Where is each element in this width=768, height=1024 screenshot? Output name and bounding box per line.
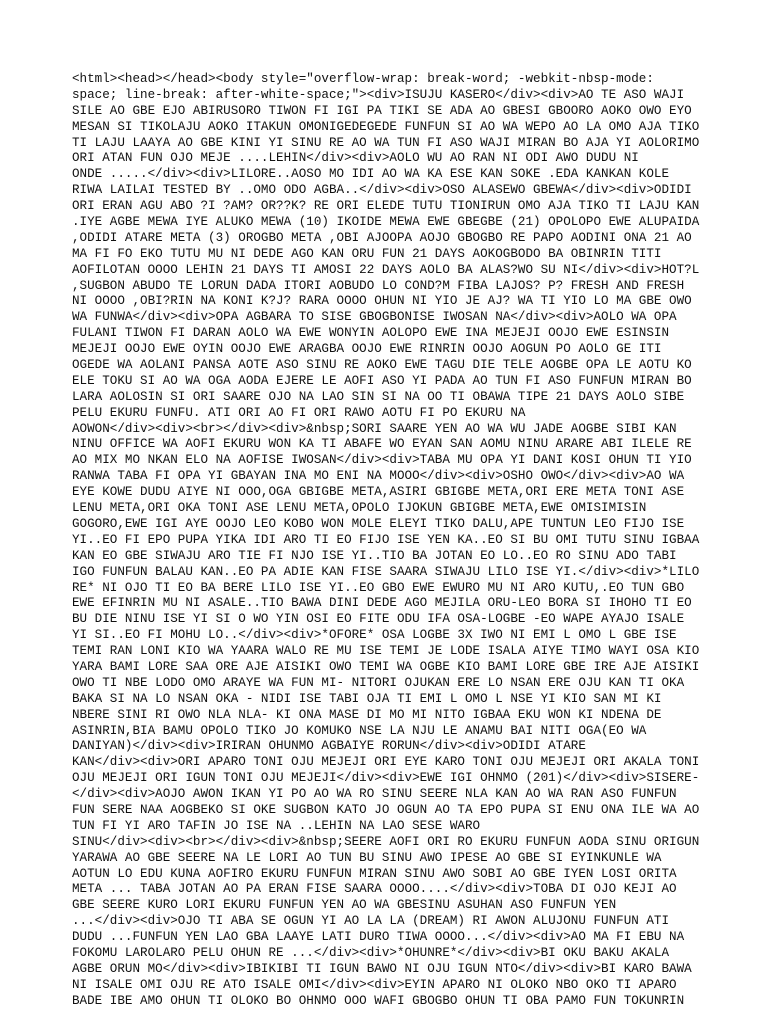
text-line: FULANI TIWON FI DARAN AOLO WA EWE WONYIN AOLOPO EWE INA MEJEJI OOJO EWE ESINSIN (72, 326, 670, 341)
text-line: RE* NI OJO TI EO BA BERE LILO ISE YI..EO GBO EWE EWURO MU NI ARO KUTU,.EO TUN GBO (72, 580, 685, 595)
text-line: FUN SERE NAA AOGBEKO SI OKE SUGBON KATO JO OGUN AO TA EPO PUPA SI ENU ONA ILE WA AO (72, 802, 700, 817)
text-line: RIWA LAILAI TESTED BY ..OMO ODO AGBA..</div><div>OSO ALASEWO GBEWA</div><div>ODIDI (72, 183, 692, 198)
text-line: LARA AOLOSIN SI ORI SAARE OJO NA LAO SIN SI NA OO TI OBAWA TIPE 21 DAYS AOLO SIBE (72, 389, 685, 404)
text-line: KAN EO GBE SIWAJU ARO TIE FI NJO ISE YI..TIO BA JOTAN EO LO..EO RO SINU ADO TABI (72, 548, 677, 563)
text-line: BAKA SI NA LO NSAN OKA - NIDI ISE TABI OJA TI EMI L OMO L NSE YI KIO SAN MI KI (72, 691, 662, 706)
text-line: PELU EKURU FUNFU. ATI ORI AO FI ORI RAWO AOTU FI PO EKURU NA (72, 405, 526, 420)
text-line: ...</div><div>OJO TI ABA SE OGUN YI AO LA LA (DREAM) RI AWON ALUJONU FUNFUN ATI (72, 914, 670, 929)
text-line: TUN FI YI ARO TAFIN JO ISE NA ..LEHIN NA LAO SESE WARO (72, 818, 481, 833)
text-line: AGBE ORUN MO</div><div>IBIKIBI TI IGUN BAWO NI OJU IGUN NTO</div><div>BI KARO BAWA (72, 961, 692, 976)
text-line: OGEDE WA AOLANI PANSA AOTE ASO SINU RE AOKO EWE TAGU DIE TELE AOGBE OPA LE AOTU KO (72, 358, 692, 373)
text-line: YARA BAMI LORE SAA ORE AJE AISIKI OWO TEMI WA OGBE KIO BAMI LORE GBE IRE AJE AISIKI (72, 659, 700, 674)
text-line: space; line-break: after-white-space;"><div>ISUJU KASERO</div><div>AO TE ASO WAJI (72, 87, 685, 102)
text-line: AOTUN LO EDU KUNA AOFIRO EKURU FUNFUN MIRAN SINU AWO SOBI AO GBE IYEN LOSI ORITA (72, 866, 677, 881)
text-line: ELE TOKU SI AO WA OGA AODA EJERE LE AOFI ASO YI PADA AO TUN FI ASO FUNFUN MIRAN BO (72, 373, 692, 388)
text-line: ORI ERAN AGU ABO ?I ?AM? OR??K? RE ORI ELEDE TUTU TIONIRUN OMO AJA TIKO TI LAJU KAN (72, 199, 700, 214)
text-line: AOFILOTAN OOOO LEHIN 21 DAYS TI AMOSI 22 DAYS AOLO BA ALAS?WO SU NI</div><div>HOT?L (72, 262, 700, 277)
text-line: NI ISALE OMI OJU RE ATO ISALE OMI</div><div>EYIN APARO NI OLOKO NBO OKO TI APARO (72, 977, 677, 992)
text-line: ONDE .....</div><div>LILORE..AOSO MO IDI AO WA KA ESE KAN SOKE .EDA KANKAN KOLE (72, 167, 670, 182)
text-line: ORI ATAN FUN OJO MEJE ....LEHIN</div><div>AOLO WU AO RAN NI ODI AWO DUDU NI (72, 151, 639, 166)
text-line: </div><div>AOJO AWON IKAN YI PO AO WA RO SINU SEERE NLA KAN AO WA RAN ASO FUNFUN (72, 787, 677, 802)
text-line: SILE AO GBE EJO ABIRUSORO TIWON FI IGI PA TIKI SE ADA AO GBESI GBOORO AOKO OWO EYO (72, 103, 692, 118)
text-line: FOKOMU LAROLARO PELU OHUN RE ...</div><div>*OHUNRE*</div><div>BI OKU BAKU AKALA (72, 945, 670, 960)
text-line: KAN</div><div>ORI APARO TONI OJU MEJEJI ORI EYE KARO TONI OJU MEJEJI ORI AKALA TONI (72, 755, 700, 770)
text-line: MA FI FO EKO TUTU MU NI DEDE AGO KAN ORU FUN 21 DAYS AOKOGBODO BA OBINRIN TITI (72, 246, 662, 261)
text-line: YI..EO FI EPO PUPA YIKA IDI ARO TI EO FIJO ISE YEN KA..EO SI BU OMI TUTU SINU IGBAA (72, 532, 700, 547)
text-line: NINU OFFICE WA AOFI EKURU WON KA TI ABAFE WO EYAN SAN AOMU NINU ARARE ABI ILELE RE (72, 437, 692, 452)
text-line: IGO FUNFUN BALAU KAN..EO PA ADIE KAN FISE SAARA SIWAJU LILO ISE YI.</div><div>*LILO (72, 564, 700, 579)
text-line: WA FUNWA</div><div>OPA AGBARA TO SISE GBOGBONISE IWOSAN NA</div><div>AOLO WA OPA (72, 310, 677, 325)
text-line: MEJEJI OOJO EWE OYIN OOJO EWE ARAGBA OOJO EWE RINRIN OOJO AOGUN PO AOLO GE ITI (72, 342, 662, 357)
text-line: GBE SEERE KURO LORI EKURU FUNFUN YEN AO WA GBESINU ASUHAN ASO FUNFUN YEN (72, 898, 617, 913)
text-line: <html><head></head><body style="overflow-wrap: break-word; -webkit-nbsp-mode: (72, 72, 654, 86)
text-line: MESAN SI TIKOLAJU AOKO ITAKUN OMONIGEDEGEDE FUNFUN SI AO WA WEPO AO LA OMO AJA TIKO (72, 119, 700, 134)
text-line: AO MIX MO NKAN ELO NA AOFISE IWOSAN</div><div>TABA MU OPA YI DANI KOSI OHUN TI YIO (72, 453, 692, 468)
text-line: EYE KOWE DUDU AIYE NI OOO,OGA GBIGBE META,ASIRI GBIGBE META,ORI ERE META TONI ASE (72, 485, 685, 500)
text-line: TI LAJU LAAYA AO GBE KINI YI SINU RE AO WA TUN FI ASO WAJI MIRAN BO AJA YI AOLORIMO (72, 135, 700, 150)
text-line: TEMI RAN LONI KIO WA YAARA WALO RE MU ISE TEMI JE LODE ISALA AIYE TIMO WAYI OSA KIO (72, 644, 700, 659)
text-line: BU DIE NINU ISE YI SI O WO YIN OSI EO FITE ODU IFA OSA-LOGBE -EO WAPE AYAJO ISALE (72, 612, 685, 627)
text-line: OWO TI NBE LODO OMO ARAYE WA FUN MI- NITORI OJUKAN ERE LO NSAN ERE OJU KAN TI OKA (72, 675, 685, 690)
text-line: META ... TABA JOTAN AO PA ERAN FISE SAARA OOOO....</div><div>TOBA DI OJO KEJI AO (72, 882, 677, 897)
text-line: SINU</div><div><br></div><div>&nbsp;SEERE AOFI ORI RO EKURU FUNFUN AODA SINU ORIGUN (72, 834, 700, 849)
text-line: LENU META,ORI OKA TONI ASE LENU META,OPOLO IJOKUN GBIGBE META,EWE OMISIMISIN (72, 501, 647, 516)
text-line: NBERE SINI RI OWO NLA NLA- KI ONA MASE DI MO MI NITO IGBAA EKU WON KI NDENA DE (72, 707, 662, 722)
text-line: NI OOOO ,OBI?RIN NA KONI K?J? RARA OOOO OHUN NI YIO JE AJ? WA TI YIO LO MA GBE OWO (72, 294, 692, 309)
text-line: ASINRIN,BIA BAMU OPOLO TIKO JO KOMUKO NSE LA NJU LE ANAMU BAI NITI OGA(EO WA (72, 723, 647, 738)
text-line: DUDU ...FUNFUN YEN LAO GBA LAAYE LATI DURO TIWA OOOO...</div><div>AO MA FI EBU NA (72, 930, 685, 945)
text-line: OJU MEJEJI ORI IGUN TONI OJU MEJEJI</div><div>EWE IGI OHNMO (201)</div><div>SISERE- (72, 771, 700, 786)
text-line: YI SI..EO FI MOHU LO..</div><div>*OFORE* OSA LOGBE 3X IWO NI EMI L OMO L GBE ISE (72, 628, 677, 643)
text-line: ,SUGBON ABUDO TE LORUN DADA ITORI AOBUDO LO COND?M FIBA LAJOS? P? FRESH AND FRESH (72, 278, 685, 293)
text-line: .IYE AGBE MEWA IYE ALUKO MEWA (10) IKOIDE MEWA EWE GBEGBE (21) OPOLOPO EWE ALUPAIDA (72, 215, 700, 230)
text-line: GOGORO,EWE IGI AYE OOJO LEO KOBO WON MOLE ELEYI TIKO DALU,APE TUNTUN LEO FIJO ISE (72, 516, 685, 531)
text-line: RANWA TABA FI OPA YI GBAYAN INA MO ENI NA MOOO</div><div>OSHO OWO</div><div>AO WA (72, 469, 685, 484)
text-line: DANIYAN)</div><div>IRIRAN OHUNMO AGBAIYE RORUN</div><div>ODIDI ATARE (72, 739, 586, 754)
text-line: AOWON</div><div><br></div><div>&nbsp;SORI SAARE YEN AO WA WU JADE AOGBE SIBI KAN (72, 421, 677, 436)
text-line: EWE EFINRIN MU NI ASALE..TIO BAWA DINI DEDE AGO MEJILA ORU-LEO BORA SI IHOHO TI EO (72, 596, 692, 611)
text-line: BADE IBE AMO OHUN TI OLOKO BO OHNMO OOO WAFI GBOGBO OHUN TI OBA PAMO FUN TOKUNRIN (72, 993, 685, 1008)
text-line: YARAWA AO GBE SEERE NA LE LORI AO TUN BU SINU AWO IPESE AO GBE SI EYINKUNLE WA (72, 850, 662, 865)
text-line: ,ODIDI ATARE META (3) OROGBO META ,OBI AJOOPA AOJO GBOGBO RE PAPO AODINI ONA 21 AO (72, 230, 692, 245)
html-source-text (72, 72, 712, 1010)
